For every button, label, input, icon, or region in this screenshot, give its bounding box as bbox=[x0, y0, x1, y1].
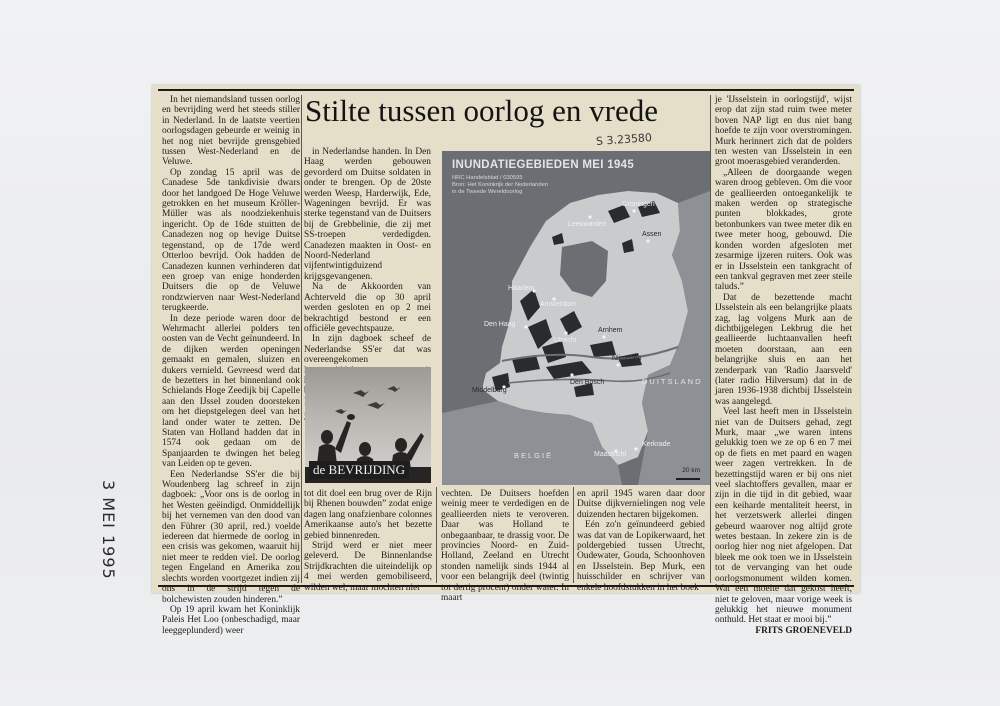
map-label-arnhem: Arnhem bbox=[598, 327, 623, 334]
paragraph: In zijn dagboek scheef de Nederlandse SS'er dat was overeengekomen bbox=[304, 334, 431, 366]
paragraph: in Nederlandse handen. In Den Haag werden gebouwen gevorderd om Duitse soldaten in onder te brengen. Op de 20ste werden Weesp, Harderwijk, Ede, Wageningen bevrijd. Er was sterke tegenstand van de Duitsers bij de Grebbelinie, die zij met SS-troepen verdedigden. Canadezen maakten in Oost- en Noord-Nederland vijfentwintigduizend krijgsgevangenen. bbox=[304, 147, 431, 282]
map-label-haarlem: Haarlem bbox=[508, 285, 535, 292]
photo-caption: de BEVRIJDING bbox=[309, 461, 409, 479]
paragraph: en april 1945 waren daar door Duitse dijkvernielingen nog vele duizenden hectaren bijgekomen. bbox=[577, 489, 705, 520]
liberation-photo bbox=[305, 367, 431, 483]
map-label-belgium: BELGIË bbox=[514, 451, 554, 460]
paragraph: je 'IJsselstein in oorlogstijd', wijst erop dat zijn stad ruim twee meter boven NAP ligt en dus niet bang hoefde te zijn voor overstromingen. Murk herinnert zich dat de polders ten westen van IJsselstein in een groot moerasgebied veranderden. bbox=[715, 95, 852, 168]
map-label-assen: Assen bbox=[642, 231, 662, 238]
map-scale-bar bbox=[676, 478, 700, 480]
article-column-2 bbox=[304, 147, 431, 365]
paragraph: In deze periode waren door de Wehrmacht allerlei polders ten oosten van de Vecht geïnundeerd. In de dijken werden openingen gemaakt en gemalen, sluizen en dukers vernield. Gevreesd werd dat de bezetters in het binnenland ook Schielands Hoge Zeedijk bij Capelle aan den IJssel zouden doorsteken om het diepstgelegen deel van het land onder water te zetten. De Staten van Holland hadden dat in 1574 ook gedaan om de Spanjaarden te dwingen het beleg van Leiden op te geven. bbox=[162, 313, 300, 470]
paragraph: tot dit doel een brug over de Rijn bij Rhenen bouwden” zodat enige dagen lang onafzienbare colonnes Amerikaanse auto's het bezette gebied binnenreden. bbox=[304, 489, 432, 541]
map-label-leeuwarden: Leeuwarden bbox=[568, 221, 607, 228]
column-divider bbox=[436, 487, 437, 583]
map-label-middelburg: Middelburg bbox=[472, 387, 507, 394]
paragraph: Op zondag 15 april was de Canadese 5de tankdivisie dwars door het landgoed De Hoge Veluwe getrokken en het museum Kröller-Müller was als noodziekenhuis ingericht. Op de 16de stuitten de Canadezen nog op hevige Duitse tegenstand, op de 17de werd Otterloo bevrijd. Ook hadden de Canadezen kunnen verhinderen dat een groep van enige honderden Duitsers die op de Veluwe rondzwierven naar West-Nederland terugkeerde. bbox=[162, 167, 300, 314]
column-divider bbox=[573, 487, 574, 583]
archive-number: S 3.23580 bbox=[595, 131, 653, 148]
map-label-kerkrade: Kerkrade bbox=[642, 441, 671, 448]
paragraph: Een Nederlandse SS'er die bij Woudenberg lag schreef in zijn dagboek: „Voor ons is de oorlog in het Westen geëindigd. Onmiddellijk bij het vernemen van den dood van den Führer (30 april, red.) voelde iedereen dat hiermede de oorlog in een crisis was gekomen, waaruit hij niet meer te redden viel. De oorlog tegen Engeland en Amerika zou slechts worden voortgezet indien zij ons in de strijd tegen de bolchewisten zouden hinderen.” bbox=[162, 469, 300, 605]
paragraph: Dat de bezettende macht IJsselstein als een belangrijke plaats zag, lag volgens Murk aan de dichtbijgelegen Lekbrug die het geallieerde luchtaanvallen heeft moeten doorstaan, aan een belangrijke sluis en aan het zenderpark van 'Radio Jaarsveld' (later radio Hilversum) dat in de jaren 1936-1938 dichtbij IJsselstein was aangelegd. bbox=[715, 292, 852, 407]
article-column-3-bottom bbox=[441, 489, 569, 604]
article-column-4-bottom bbox=[577, 489, 705, 593]
paragraph: vechten. De Duitsers hoefden weinig meer te verdedigen en de geallieerden niets te veroveren. Daar was Holland te onbegaanbaar, te drassig voor. De provincies Noord- en Zuid-Holland, Zeeland en Utrecht stonden namelijk sinds 1944 al voor een belangrijk deel (twintig tot dertig procent) onder water. In maart bbox=[441, 489, 569, 604]
article-headline: Stilte tussen oorlog en vrede bbox=[305, 93, 658, 128]
article-column-2-bottom bbox=[304, 489, 432, 593]
map-label-maastricht: Maastricht bbox=[594, 451, 627, 458]
paragraph: In het niemandsland tussen oorlog en bevrijding werd het steeds stiller in Nederland. In de laatste veertien oorlogsdagen gebeurde er weinig in het nog niet bevrijde grensgebied tussen West-Nederland en de Veluwe. bbox=[162, 95, 300, 168]
column-divider bbox=[710, 95, 711, 583]
paragraph: Na de Akkoorden van Achterveld die op 30 april werden gesloten en op 2 mei bekrachtigd bestond er een officiële gevechtspauze. bbox=[304, 282, 431, 334]
map-label-groningen: Groningen bbox=[622, 201, 655, 208]
map-title: INUNDATIEGEBIEDEN MEI 1945 bbox=[452, 159, 635, 171]
map-label-amsterdam: Amsterdam bbox=[540, 301, 576, 308]
newspaper-clipping bbox=[152, 85, 860, 636]
map-source-line: in de Tweede Wereldoorlog bbox=[452, 189, 523, 195]
map-scale-label: 20 km bbox=[682, 467, 700, 474]
column-divider bbox=[301, 95, 302, 583]
map-label-den-haag: Den Haag bbox=[484, 321, 516, 328]
paragraph: „Alleen de doorgaande wegen waren droog gebleven. Om die voor de geallieerden ontoegankelijk te maken werden op strategische punten blokkades, grote betonbunkers van twee meter dik en twee meter hoog, gebouwd. Die konden worden afgesloten met zesarmige ijzeren ruiters. Ook was er in IJsselstein een tankgracht of een tankval gegraven met zeer steile taluds.” bbox=[715, 167, 852, 293]
map-label-den-bosch: Den Bosch bbox=[570, 379, 605, 386]
map-label-nijmegen: Nijmegen bbox=[612, 355, 642, 362]
map-illustration bbox=[442, 151, 710, 485]
handwritten-date-note: 3 MEI 1995 bbox=[99, 480, 118, 580]
article-author: FRITS GROENEVELD bbox=[755, 625, 852, 636]
map-label-utrecht: Utrecht bbox=[554, 337, 577, 344]
paragraph: Op 19 april kwam het Koninklijk Paleis Het Loo (onbeschadigd, maar leeggeplunderd) weer bbox=[162, 604, 300, 636]
map-label-germany: DUITSLAND bbox=[642, 377, 703, 386]
top-rule bbox=[158, 89, 854, 91]
map-source-line: Bron: Het Koninkrijk der Nederlanden bbox=[452, 182, 549, 188]
article-column-5 bbox=[715, 95, 852, 636]
paragraph: Eén zo'n geïnundeerd gebied was dat van de Lopikerwaard, het poldergebied tussen Utrecht, Oudewater, Gouda, Schoonhoven en IJsselstein. Bep Murk, een huisschilder en schrijver van enkele hoofdstukken in het boek bbox=[577, 520, 705, 593]
map-source-line: NRC Handelsblad / 030595 bbox=[452, 175, 523, 181]
inundation-map bbox=[442, 151, 710, 485]
article-column-1 bbox=[162, 95, 300, 636]
paragraph: Veel last heeft men in IJsselstein niet van de Duitsers gehad, zegt Murk, maar „we waren intens gelukkig toen we ze op 6 en 7 mei op de fiets en met paard en wagen weer zagen vertrekken. In de bezettingstijd waren er bij ons niet veel slachtoffers gevallen, maar er zijn in die tijd in dit gebied, waar een keiharde mentaliteit heerst, in het verzetswerk allerlei dingen gebeurd waarover nog altijd grote wetes bestaan. In zekere zin is de oorlog hier nog niet afgelopen. Dat bleek me ook toen we in IJsselstein tot de vervanging van het oude oorlogsmonument wilden komen. Wat een moeite dat gekost heeft, niet te geloven, maar vorige week is gelukkig het nieuwe monument onthuld. Het staat er mooi bij.” bbox=[715, 407, 852, 626]
paragraph: Strijd werd er niet meer geleverd. De Binnenlandse Strijdkrachten die uiteindelijk op 4 mei werden gemobiliseerd, wilden wel, maar mochten niet bbox=[304, 541, 432, 593]
